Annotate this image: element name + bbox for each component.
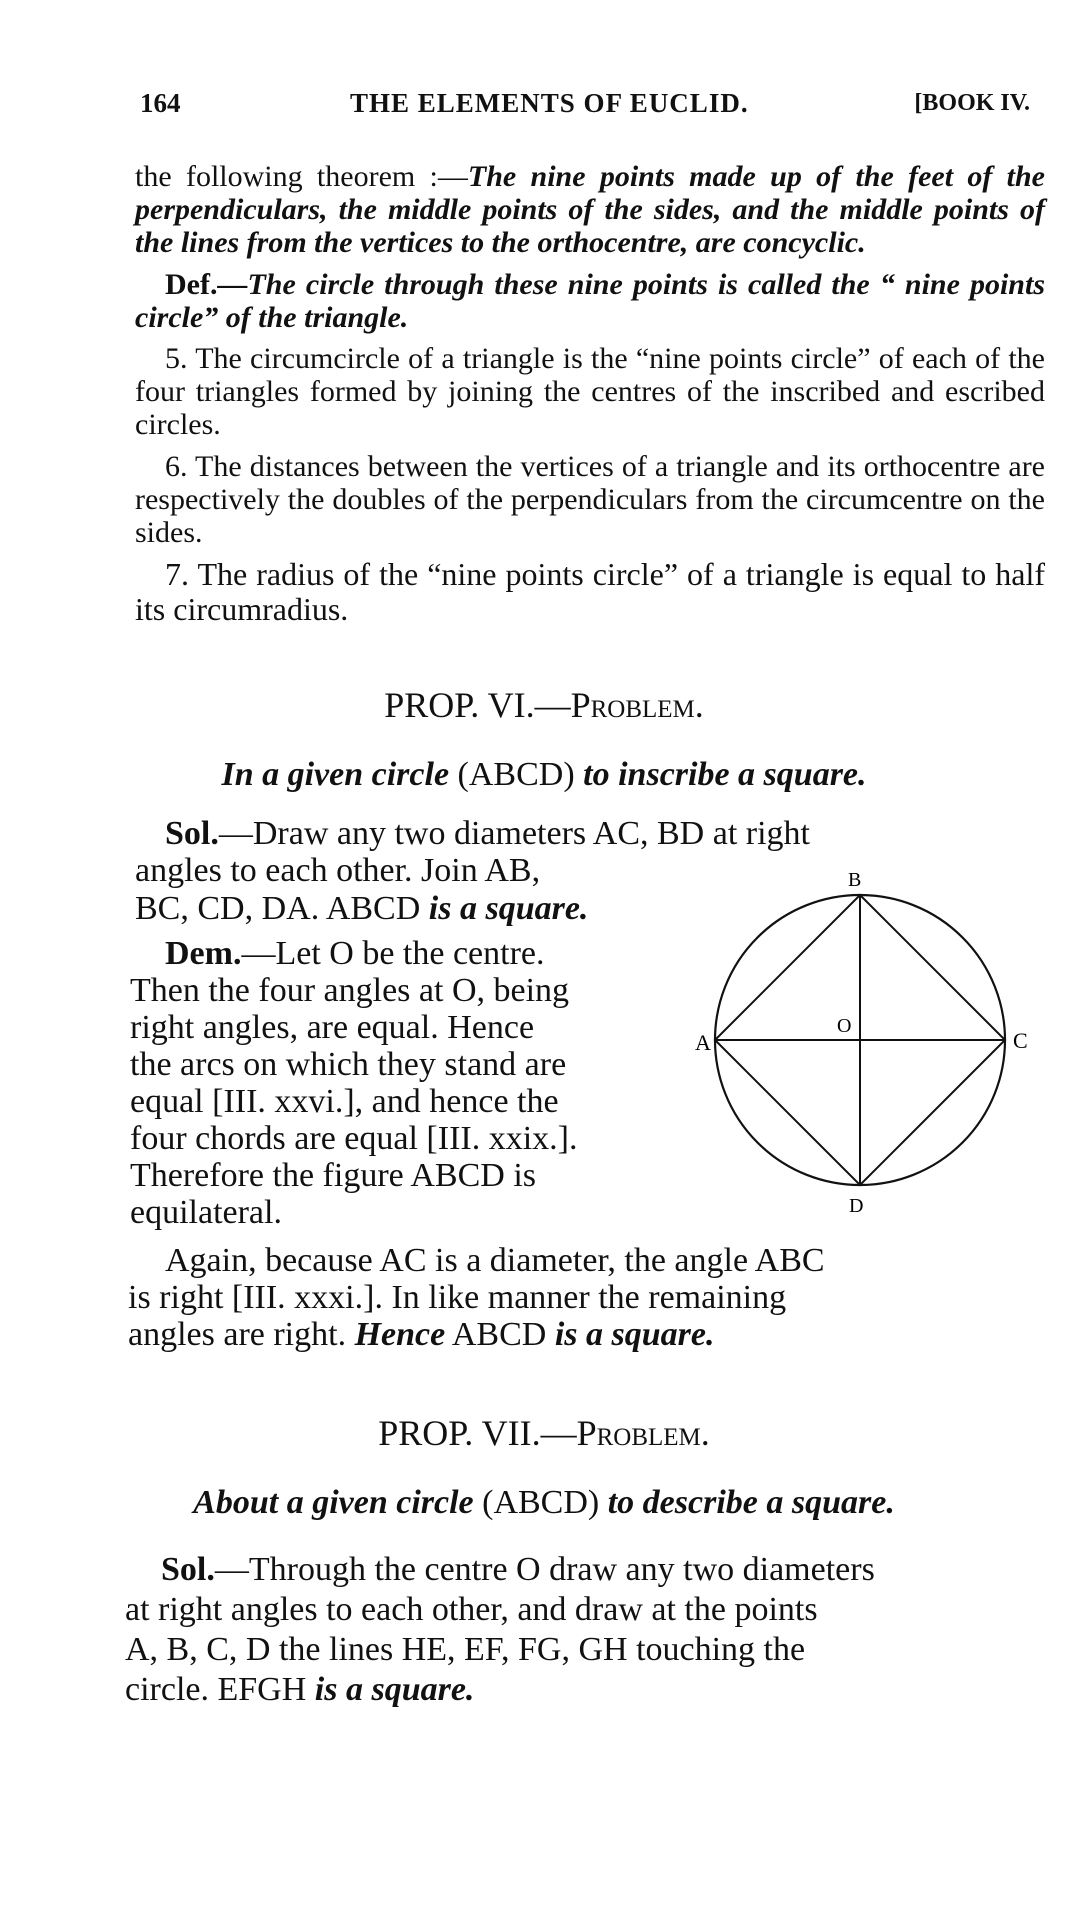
prop7-statement-a: About a given circle — [193, 1484, 474, 1521]
again-abcd: ABCD — [445, 1316, 555, 1353]
sol-line: A, B, C, D the lines HE, EF, FG, GH touching the — [125, 1631, 806, 1668]
label-c: C — [1013, 1028, 1028, 1053]
dem-line: —Let O be the centre. — [241, 935, 545, 972]
exercise-7 — [135, 557, 1045, 627]
exercise-number: 5. — [165, 342, 188, 375]
dem-line: equilateral. — [130, 1194, 282, 1231]
def-text-b: of the triangle. — [218, 301, 409, 334]
again-line: angles are right. — [128, 1316, 355, 1353]
prop6-statement-a: In a given circle — [221, 756, 450, 793]
prop7-statement-b: (ABCD) — [473, 1484, 608, 1521]
def-quoted: “ nine points circle” — [135, 268, 1045, 334]
label-b: B — [848, 869, 862, 891]
exercise-number: 7. — [165, 556, 189, 592]
def-label: Def. — [165, 268, 218, 301]
sol-line: —Draw any two diameters AC, BD at right — [218, 815, 810, 852]
prop7-sol — [125, 1550, 1045, 1710]
dem-label: Dem. — [165, 935, 242, 972]
prop7-statement-c: to describe a square. — [607, 1484, 895, 1521]
dem-line: Therefore the figure ABCD is — [130, 1157, 536, 1194]
exercise-5 — [135, 342, 1045, 441]
prop6-dem — [130, 935, 690, 1231]
definition — [135, 268, 1045, 334]
sol-label: Sol. — [161, 1551, 215, 1588]
again-hence: Hence — [354, 1316, 446, 1353]
again-line: is right [III. xxxi.]. In like manner the remaining — [128, 1279, 787, 1316]
book-title: THE ELEMENTS OF EUCLID. — [350, 88, 749, 118]
sol-conclusion: is a square. — [314, 1671, 475, 1708]
label-a: A — [695, 1030, 711, 1055]
exercise-number: 6. — [165, 450, 188, 483]
again-line: Again, because AC is a diameter, the angle ABC — [165, 1242, 825, 1279]
def-text-a: —The circle through these nine points is called the — [217, 268, 880, 301]
label-d: D — [849, 1195, 864, 1217]
dem-line: Then the four angles at O, being — [130, 972, 570, 1009]
sol-line: circle. EFGH — [125, 1671, 315, 1708]
prop6-sol — [165, 815, 1045, 852]
prop7-heading-kind: Problem. — [576, 1413, 710, 1453]
prop7-heading-main: PROP. VII.— — [378, 1413, 577, 1453]
sol-conclusion: is a square. — [428, 890, 589, 927]
intro-theorem — [135, 160, 1045, 259]
running-header — [140, 88, 1040, 128]
intro-lead: the following theorem :— — [135, 160, 468, 193]
sol-line: at right angles to each other, and draw at the points — [125, 1591, 818, 1628]
page-number: 164 — [140, 88, 181, 118]
exercise-text: The radius of the “nine points circle” of a triangle is equal to half its circumradius. — [135, 556, 1045, 627]
prop6-statement-b: (ABCD) — [449, 756, 584, 793]
inscribed-square-figure — [695, 860, 1028, 1217]
prop7-statement — [0, 1484, 1088, 1522]
prop6-statement-c: to inscribe a square. — [583, 756, 867, 793]
exercise-text: The circumcircle of a triangle is the “nine points circle” of each of the four triangles formed by joining the centres of the inscribed and escribed circles. — [135, 342, 1045, 441]
sol-line: —Through the centre O draw any two diameters — [214, 1551, 875, 1588]
label-o: O — [837, 1015, 852, 1037]
dem-line: equal [III. xxvi.], and hence the — [130, 1083, 559, 1120]
prop6-heading-main: PROP. VI.— — [384, 685, 571, 725]
prop6-heading-kind: Problem. — [570, 685, 704, 725]
prop6-statement — [0, 756, 1088, 794]
prop6-heading — [0, 684, 1088, 726]
prop6-sol-line2 — [135, 852, 695, 889]
book-section: [BOOK IV. — [914, 90, 1030, 116]
exercise-6 — [135, 450, 1045, 549]
dem-line: four chords are equal [III. xxix.]. — [130, 1120, 578, 1157]
sol-label: Sol. — [165, 815, 219, 852]
again-conclusion: is a square. — [554, 1316, 715, 1353]
prop6-sol-line3 — [135, 890, 695, 927]
sol-line: angles to each other. Join AB, — [135, 852, 541, 889]
sol-line: BC, CD, DA. ABCD — [135, 890, 429, 927]
intro-theorem-text: The nine points made up of the feet of the perpendiculars, the middle points of the sides, and the middle points of the lines from the vertices to the orthocentre, are concyclic. — [135, 160, 1045, 259]
dem-line: the arcs on which they stand are — [130, 1046, 567, 1083]
prop7-heading — [0, 1412, 1088, 1454]
exercise-text: The distances between the vertices of a triangle and its orthocentre are respectively the doubles of the perpendiculars from the circumcentre on the sides. — [135, 450, 1045, 549]
dem-line: right angles, are equal. Hence — [130, 1009, 535, 1046]
prop6-again — [128, 1242, 1043, 1353]
